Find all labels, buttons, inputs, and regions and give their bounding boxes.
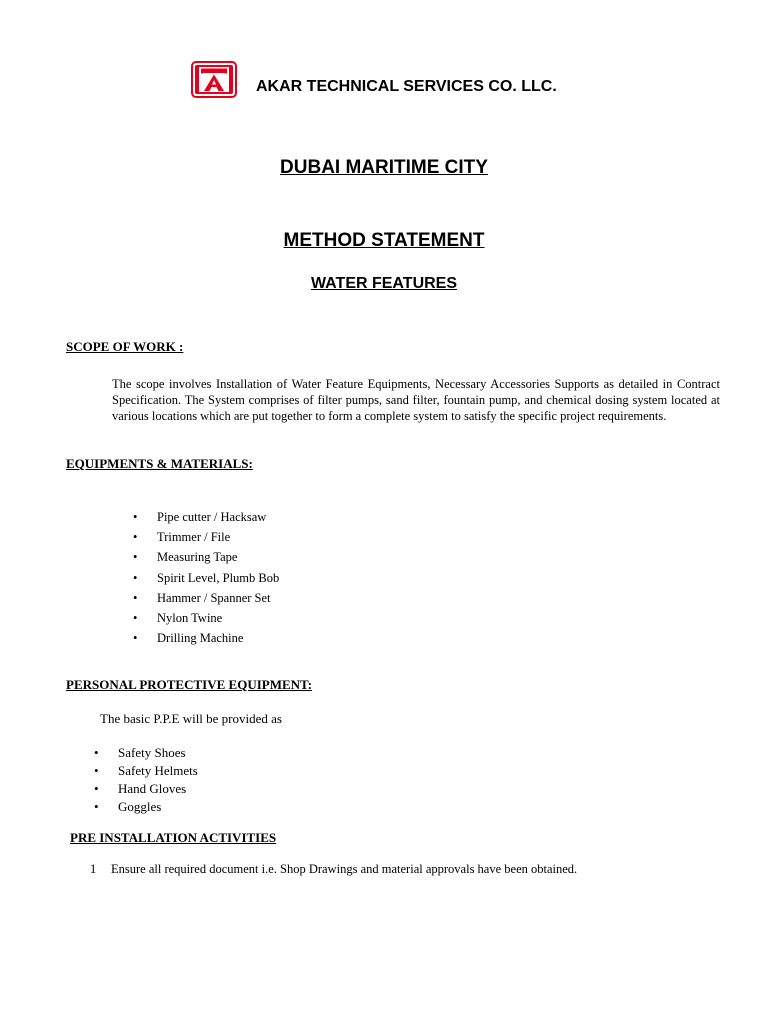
scope-paragraph: The scope involves Installation of Water Feature Equipments, Necessary Accessories Supports as detailed in Contract Specification. The System comprises of filter pumps, sand filter, fountain pump, and chemical dosing system located at various locations which are put together to form a complete system to satisfy the specific project requirements. [112,377,720,423]
list-item: • Hammer / Spanner Set [133,590,271,605]
list-item: • Goggles [94,799,162,814]
list-item: • Spirit Level, Plumb Bob [133,570,280,585]
bullet-icon: • [133,550,138,565]
document-title: METHOD STATEMENT [283,230,485,251]
list-item: • Pipe cutter / Hacksaw [133,510,267,524]
bullet-icon: • [94,745,99,760]
list-item: • Measuring Tape [133,550,238,565]
subject-title: WATER FEATURES [310,275,458,292]
bullet-icon: • [133,610,138,625]
bullet-icon: • [133,530,138,545]
equipment-heading: EQUIPMENTS & MATERIALS: [66,456,253,471]
project-title: DUBAI MARITIME CITY [280,157,488,178]
bullet-icon: • [94,799,99,814]
bullet-icon: • [133,570,138,585]
item-text: Ensure all required document i.e. Shop Drawings and material approvals have been obtained. [111,862,578,876]
list-item: • Drilling Machine [133,631,244,646]
bullet-icon: • [133,631,138,646]
numbered-item [90,862,577,877]
list-item: • Nylon Twine [133,610,223,625]
equipment-list [133,508,279,649]
company-name: AKAR TECHNICAL SERVICES CO. LLC. [256,78,557,95]
ppe-intro: The basic P.P.E will be provided as [100,711,282,726]
list-item: • Hand Gloves [94,781,187,796]
bullet-icon: • [133,590,138,605]
scope-heading: SCOPE OF WORK : [66,339,184,354]
list-item: • Trimmer / File [133,530,231,545]
list-item: • Safety Shoes [94,745,186,760]
ppe-list [94,744,198,816]
bullet-icon: • [94,763,99,778]
item-number: 1 [90,862,97,876]
bullet-icon: • [133,510,138,524]
pre-installation-heading: PRE INSTALLATION ACTIVITIES [70,830,277,845]
ppe-heading: PERSONAL PROTECTIVE EQUIPMENT: [66,677,313,692]
bullet-icon: • [94,781,99,796]
list-item: • Safety Helmets [94,763,198,778]
akar-logo-icon [191,61,237,98]
